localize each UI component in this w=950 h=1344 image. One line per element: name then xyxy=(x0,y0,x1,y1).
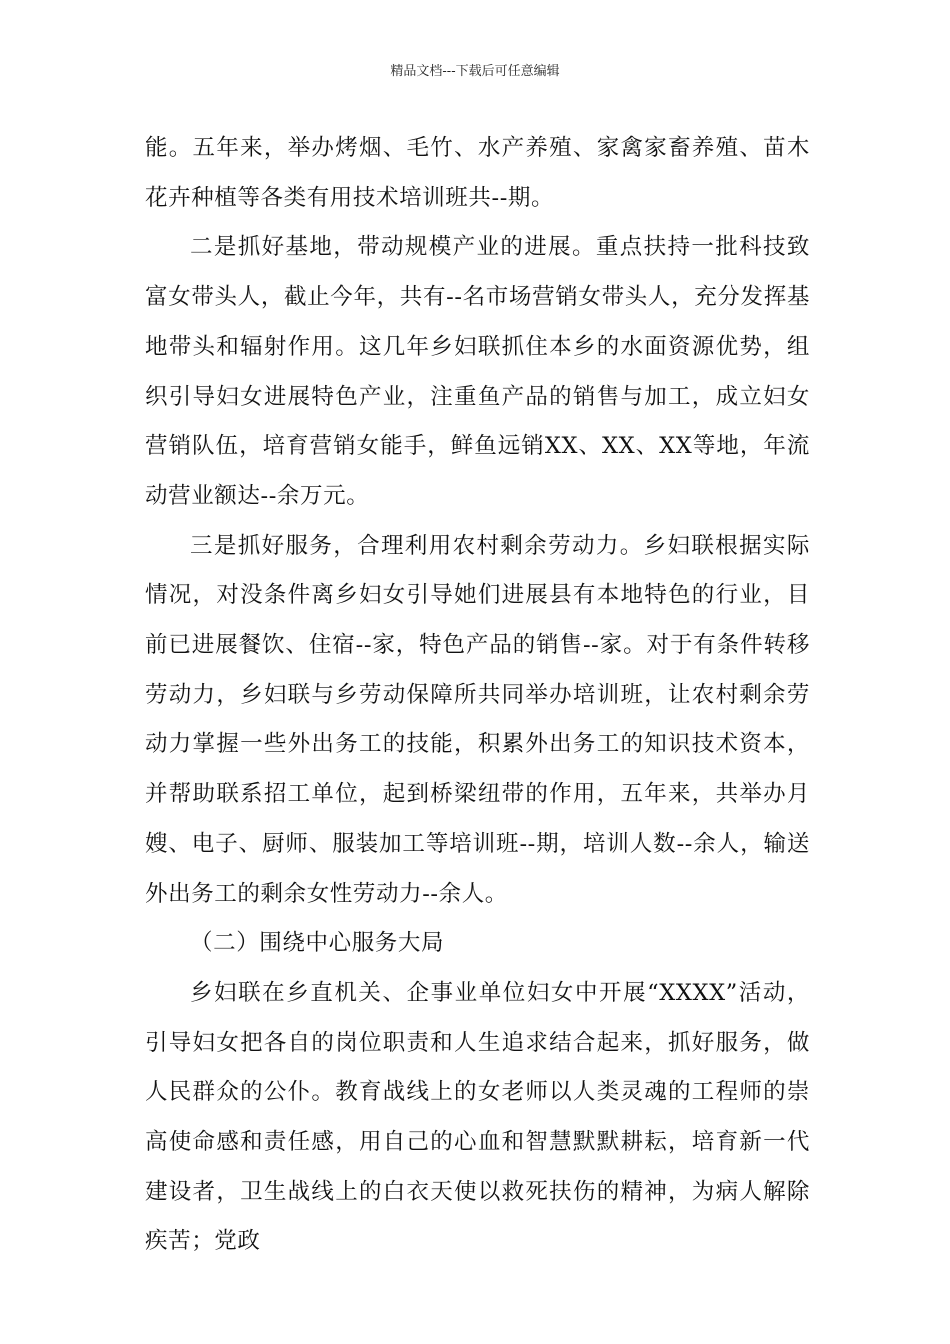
paragraph-activities: 乡妇联在乡直机关、企事业单位妇女中开展“XXXX”活动，引导妇女把各自的岗位职责和人生追求结合起来，抓好服务，做人民群众的公仆。教育战线上的女老师以人类灵魂的工程师的崇高使命感和责任感，用自己的心血和智慧默默耕耘，培育新一代建设者，卫生战线上的白衣天使以救死扶伤的精神，为病人解除疾苦；党政 xyxy=(145,979,810,1255)
section-heading: （二）围绕中心服务大局 xyxy=(190,930,445,957)
page-header: 精品文档---下载后可任意编辑 xyxy=(390,64,560,79)
paragraph-services: 三是抓好服务，合理利用农村剩余劳动力。乡妇联根据实际情况，对没条件离乡妇女引导她们进展县有本地特色的行业，目前已进展餐饮、住宿--家，特色产品的销售--家。对于有条件转移劳动力，乡妇联与乡劳动保障所共同举办培训班，让农村剩余劳动力掌握一些外出务工的技能，积累外出务工的知识技术资本，并帮助联系招工单位，起到桥梁纽带的作用，五年来，共举办月嫂、电子、厨师、服装加工等培训班--期，培训人数--余人，输送外出务工的剩余女性劳动力--余人。 xyxy=(145,532,810,907)
paragraph-continuation: 能。五年来，举办烤烟、毛竹、水产养殖、家禽家畜养殖、苗木花卉种植等各类有用技术培训班共--期。 xyxy=(145,135,810,211)
paragraph-bases: 二是抓好基地，带动规模产业的进展。重点扶持一批科技致富女带头人，截止今年，共有--名市场营销女带头人，充分发挥基地带头和辐射作用。这几年乡妇联抓住本乡的水面资源优势，组织引导妇女进展特色产业，注重鱼产品的销售与加工，成立妇女营销队伍，培育营销女能手，鲜鱼远销XX、XX、XX等地，年流动营业额达--余万元。 xyxy=(145,234,810,509)
document-body xyxy=(145,124,810,1267)
